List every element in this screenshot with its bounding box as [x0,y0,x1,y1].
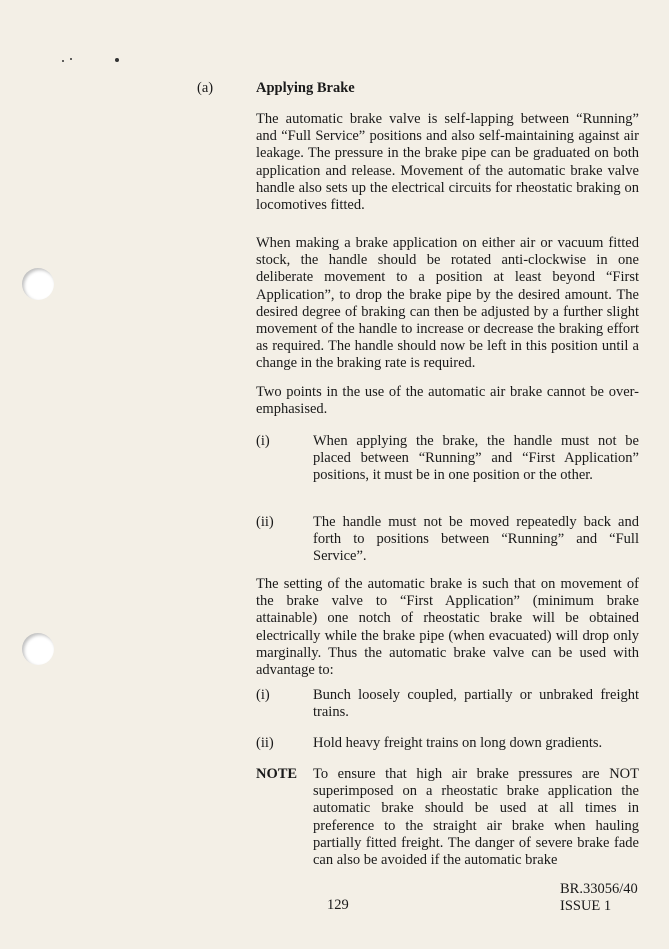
ink-speck [70,58,72,60]
note-label: NOTE [256,766,298,782]
point-text: The handle must not be moved repeatedly back and forth to positions between “Running” and “Full Service”. [313,514,639,565]
use-text: Bunch loosely coupled, partially or unbraked freight trains. [313,687,639,721]
paragraph-two-points: Two points in the use of the automatic air brake cannot be over-emphasised. [256,384,639,418]
doc-issue: ISSUE 1 [560,898,612,914]
use-text: Hold heavy freight trains on long down gradients. [313,735,603,751]
punch-hole-bottom [22,633,54,665]
point-text: When applying the brake, the handle must not be placed between “Running” and “First Application” positions, it must be in one position or the other. [313,433,639,484]
ink-speck [62,60,64,62]
point-number: (i) [256,433,270,449]
ink-speck [115,58,119,62]
document-reference [560,881,638,915]
doc-ref-number: BR.33056/40 [560,881,638,897]
paragraph-valve: The automatic brake valve is self-lapping between “Running” and “Full Service” positions and also self-maintaining against air leakage. The pressure in the brake pipe can be graduated on both application and release. Movement of the automatic brake valve handle also sets up the electrical circuits for rheostatic braking on locomotives fitted. [256,111,639,214]
section-title: Applying Brake [256,80,355,96]
use-number: (i) [256,687,270,703]
punch-hole-top [22,268,54,300]
paragraph-application: When making a brake application on either air or vacuum fitted stock, the handle should be rotated anti-clockwise in one deliberate movement to a position at least beyond “First Application”, to drop the brake pipe by the desired amount. The desired degree of braking can then be adjusted by a further slight movement of the handle to increase or decrease the braking effort as required. The handle should now be left in this position until a change in the braking rate is required. [256,235,639,372]
page-number: 129 [327,897,349,913]
point-number: (ii) [256,514,274,530]
use-number: (ii) [256,735,274,751]
note-text: To ensure that high air brake pressures are NOT superimposed on a rheostatic brake application the automatic brake should be used at all times in preference to the straight air brake when hauling partially fitted freight. The danger of severe brake fade can also be avoided if the automatic brake [313,766,639,869]
paragraph-setting: The setting of the automatic brake is such that on movement of the brake valve to “First Application” (minimum brake attainable) one notch of rheostatic brake will be obtained electrically while the brake pipe (when evacuated) will drop only marginally. Thus the automatic brake valve can be used with advantage to: [256,576,639,679]
section-label: (a) [197,80,214,96]
